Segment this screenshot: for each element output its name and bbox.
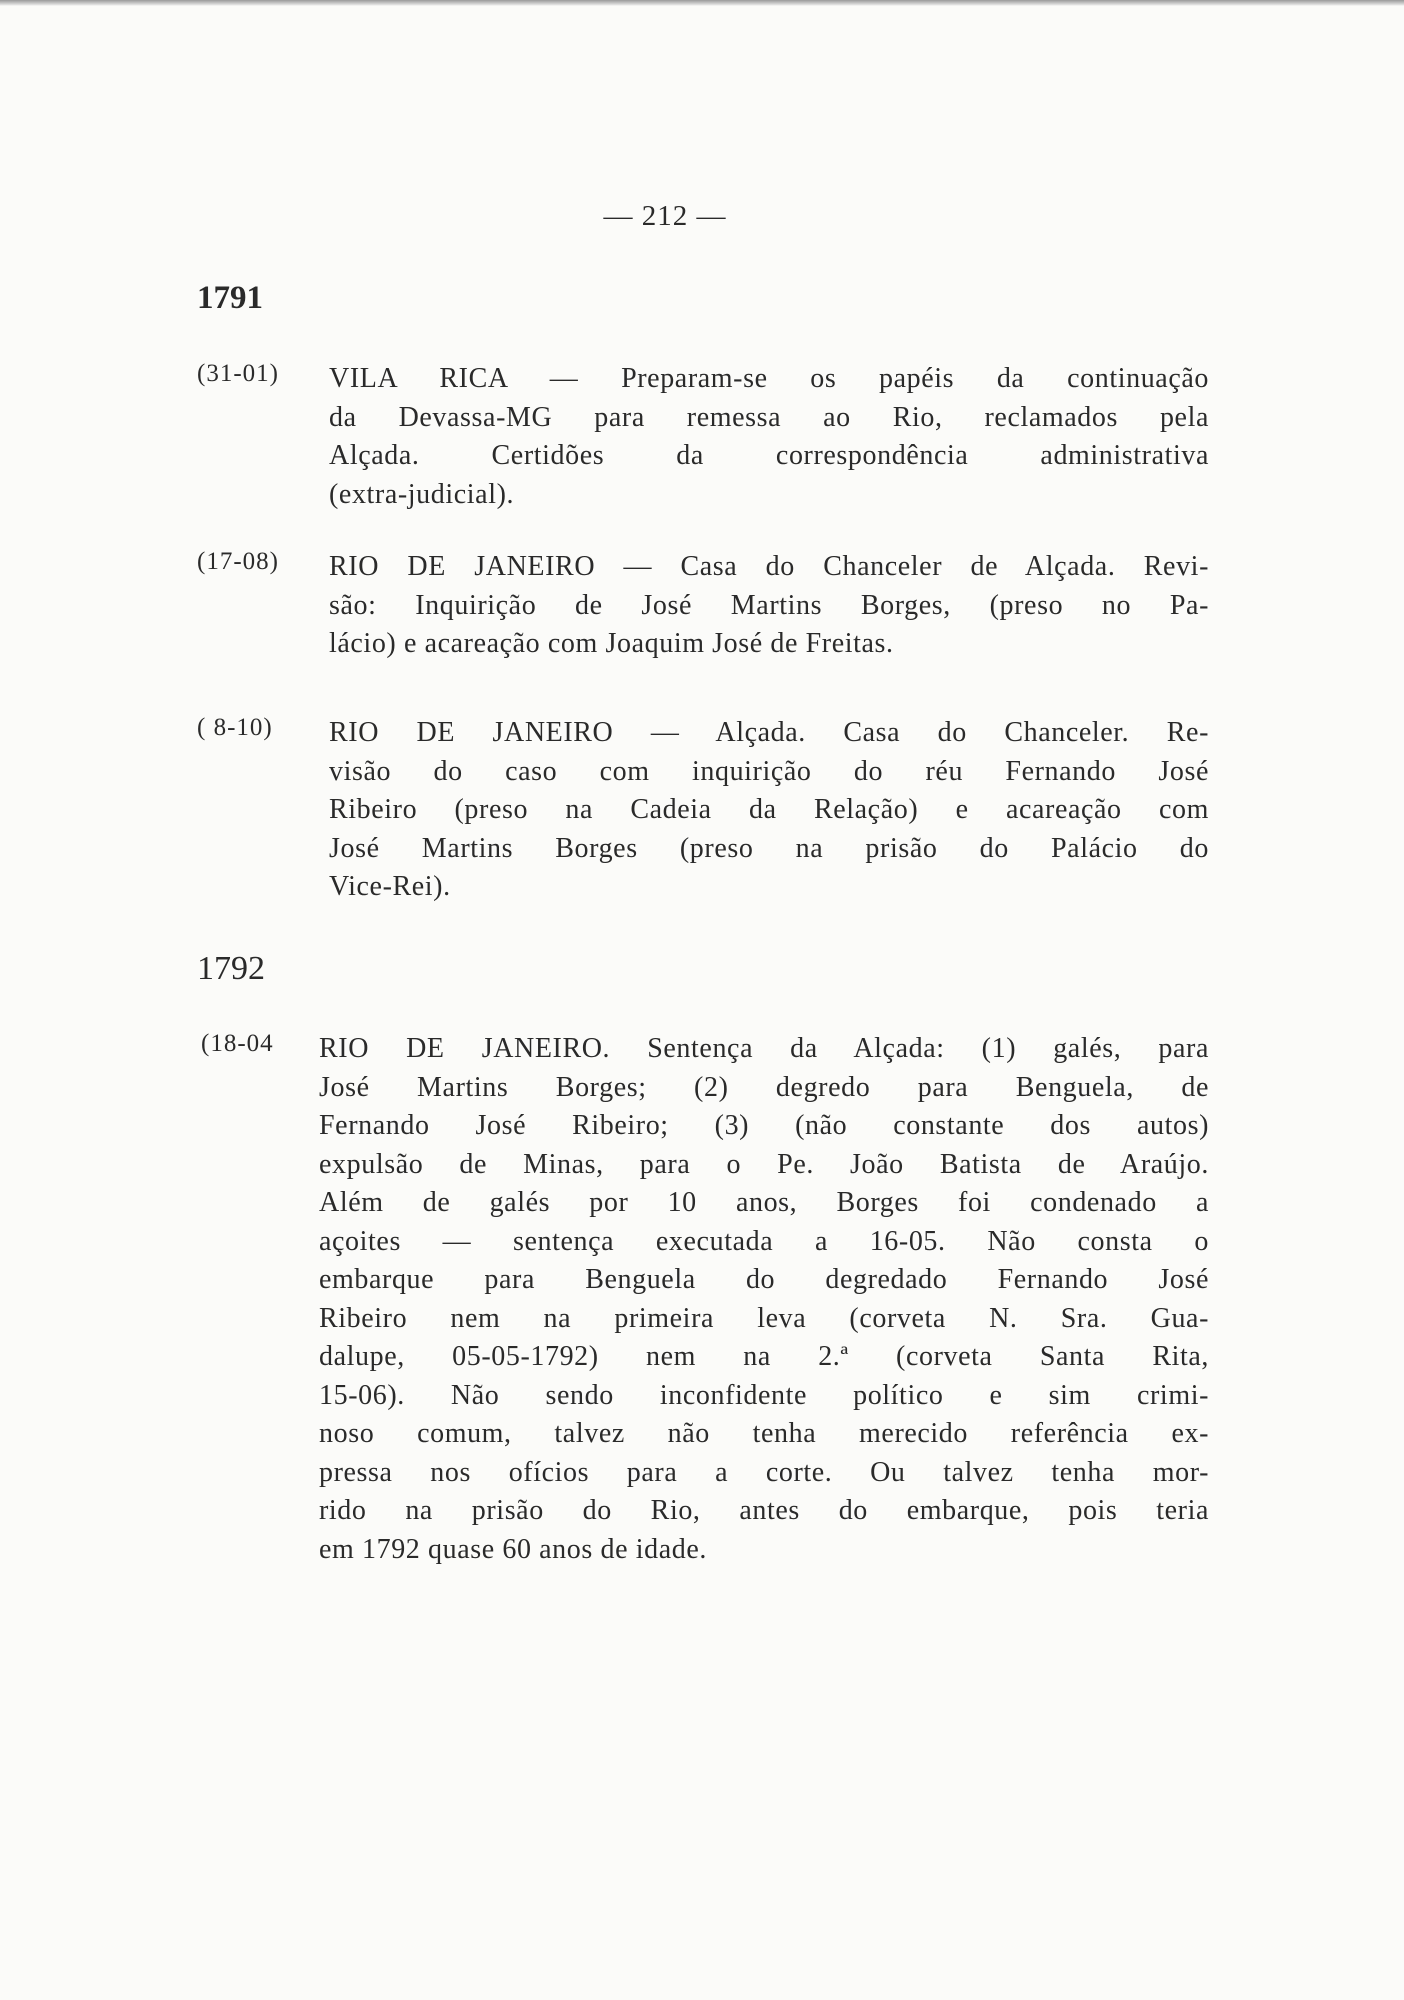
entry-date: (31-01) xyxy=(197,360,279,387)
entry-line: da Devassa-MG para remessa ao Rio, reclamados pela xyxy=(329,401,1209,433)
entry-line: RIO DE JANEIRO. Sentença da Alçada: (1) galés, para xyxy=(319,1033,1209,1064)
entry-line: Fernando José Ribeiro; (3) (não constante dos autos) xyxy=(319,1110,1209,1141)
entry-line: dalupe, 05-05-1792) nem na 2.ª (corveta Santa Rita, xyxy=(319,1341,1209,1372)
entry-line: expulsão de Minas, para o Pe. João Batista de Araújo. xyxy=(319,1148,1209,1180)
entry-line: (extra-judicial). xyxy=(329,478,515,510)
entry-line: Ribeiro (preso na Cadeia da Relação) e acareação com xyxy=(329,794,1209,825)
entry-date: ( 8-10) xyxy=(197,714,273,741)
entry-text xyxy=(329,360,1209,514)
page-number: — 212 — xyxy=(603,200,727,232)
entry-line: açoites — sentença executada a 16-05. Não consta o xyxy=(319,1225,1209,1257)
entry-line: lácio) e acareação com Joaquim José de Freitas. xyxy=(329,628,894,659)
year-heading-1792: 1792 xyxy=(197,950,265,987)
entry-date: (17-08) xyxy=(197,548,279,575)
entry-line: Vice-Rei). xyxy=(329,871,451,902)
entry-line: embarque para Benguela do degredado Fernando José xyxy=(319,1264,1209,1295)
entry-line: RIO DE JANEIRO — Alçada. Casa do Chanceler. Re- xyxy=(329,717,1209,748)
scan-top-edge xyxy=(0,0,1404,6)
entry-line: rido na prisão do Rio, antes do embarque, pois teria xyxy=(319,1495,1209,1526)
entry-line: Ribeiro nem na primeira leva (corveta N. Sra. Gua- xyxy=(319,1302,1209,1334)
entry-date: (18-04 xyxy=(201,1030,274,1057)
entry-line: RIO DE JANEIRO — Casa do Chanceler de Alçada. Revi- xyxy=(329,551,1209,582)
entry-line: VILA RICA — Preparam-se os papéis da continuação xyxy=(329,363,1209,394)
entry-line: Alçada. Certidões da correspondência administrativa xyxy=(329,440,1209,471)
entry-line: noso comum, talvez não tenha merecido referência ex- xyxy=(319,1418,1209,1449)
year-heading-1791: 1791 xyxy=(197,280,263,316)
entry-line: em 1792 quase 60 anos de idade. xyxy=(319,1533,707,1565)
entry-text xyxy=(319,1030,1209,1569)
entry-text xyxy=(329,548,1209,664)
entry-line: José Martins Borges; (2) degredo para Benguela, de xyxy=(319,1071,1209,1103)
entry-line: 15-06). Não sendo inconfidente político e sim crimi- xyxy=(319,1379,1209,1411)
entry-text xyxy=(329,714,1209,907)
entry-line: Além de galés por 10 anos, Borges foi condenado a xyxy=(319,1187,1209,1218)
entry-line: José Martins Borges (preso na prisão do Palácio do xyxy=(329,832,1209,864)
entry-line: visão do caso com inquirição do réu Fernando José xyxy=(329,755,1209,787)
entry-line: são: Inquirição de José Martins Borges, (preso no Pa- xyxy=(329,589,1209,621)
entry-line: pressa nos ofícios para a corte. Ou talvez tenha mor- xyxy=(319,1456,1209,1488)
